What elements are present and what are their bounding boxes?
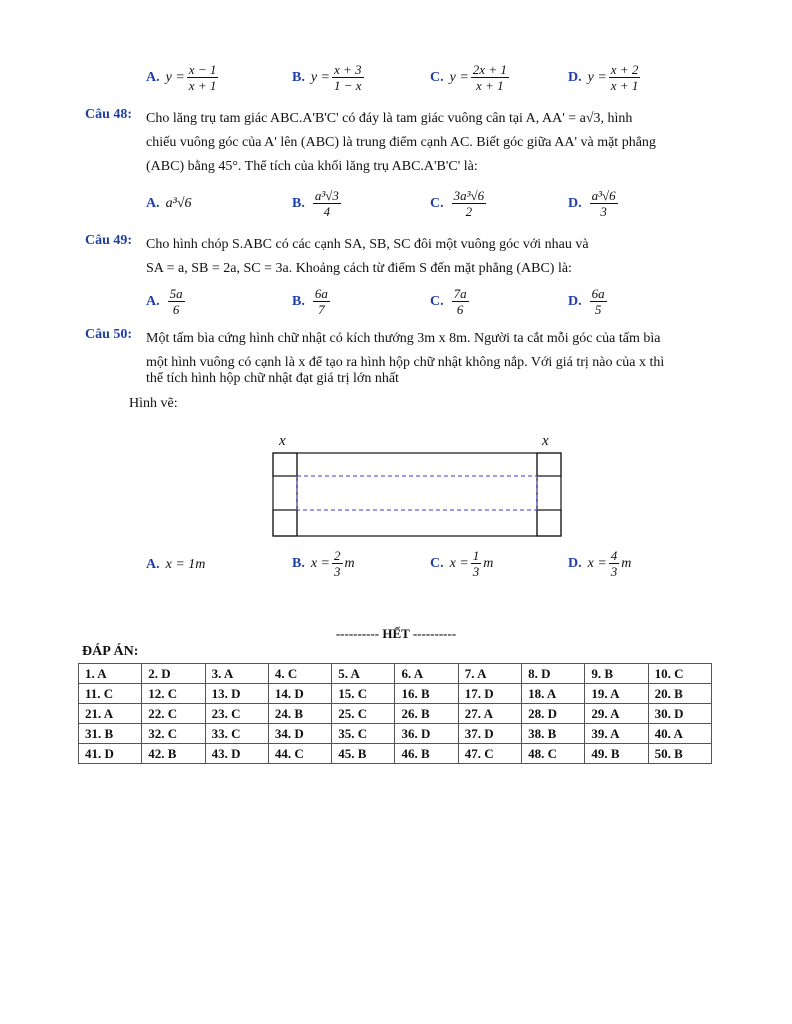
answer-cell: 39. A — [585, 724, 648, 744]
answer-table — [78, 663, 712, 764]
answer-cell: 48. C — [522, 744, 585, 764]
answer-cell: 47. C — [458, 744, 521, 764]
answer-cell: 34. D — [268, 724, 331, 744]
figure-x-right: x — [542, 433, 549, 449]
box-base-dashed — [297, 476, 537, 510]
corner-square-top-left — [273, 453, 297, 476]
answer-cell: 8. D — [522, 664, 585, 684]
question-49-line2: SA = a, SB = 2a, SC = 3a. Khoảng cách từ điểm S đến mặt phẳng (ABC) là: — [146, 261, 572, 276]
answer-cell: 36. D — [395, 724, 458, 744]
table-row — [79, 744, 712, 764]
question-48-line1: Cho lăng trụ tam giác ABC.A'B'C' có đáy là tam giác vuông cân tại A, AA' = a√3, hình — [146, 111, 633, 126]
q49-option-a: A. $\frac{5a}{6}$ — [146, 286, 183, 317]
q50-option-c: C. x = $\frac{1}{3}$ m — [430, 548, 494, 579]
corner-square-bottom-right — [537, 510, 561, 536]
answer-cell: 49. B — [585, 744, 648, 764]
answer-cell: 15. C — [332, 684, 395, 704]
answer-cell: 29. A — [585, 704, 648, 724]
q48-option-a: A. a³√6 — [146, 196, 192, 211]
answer-cell: 3. A — [205, 664, 268, 684]
fraction: $\frac{\text{a³√6}}{3}$ — [591, 188, 616, 219]
fraction: $\frac{5a}{6}$ — [169, 286, 183, 317]
answer-cell: 50. B — [648, 744, 711, 764]
q48-option-c: C. $\frac{\text{3a³√6}}{2}$ — [430, 188, 485, 219]
answer-cell: 21. A — [79, 704, 142, 724]
answer-cell: 43. D — [205, 744, 268, 764]
q49-option-b: B. $\frac{6a}{7}$ — [292, 286, 328, 317]
question-49-line1: Cho hình chóp S.ABC có các cạnh SA, SB, SC đôi một vuông góc với nhau và — [146, 237, 589, 252]
q50-option-d: D. x = $\frac{4}{3}$ m — [568, 548, 632, 579]
answer-cell: 45. B — [332, 744, 395, 764]
q48-option-b: B. $\frac{\text{a³√3}}{4}$ — [292, 188, 339, 219]
answer-cell: 37. D — [458, 724, 521, 744]
answer-cell: 40. A — [648, 724, 711, 744]
answer-cell: 24. B — [268, 704, 331, 724]
answer-cell: 17. D — [458, 684, 521, 704]
fraction: $\frac{\text{a³√3}}{4}$ — [314, 188, 339, 219]
answer-cell: 5. A — [332, 664, 395, 684]
answer-cell: 35. C — [332, 724, 395, 744]
corner-square-top-right — [537, 453, 561, 476]
answer-cell: 32. C — [142, 724, 205, 744]
answer-cell: 38. B — [522, 724, 585, 744]
q49-option-d: D. $\frac{6a}{5}$ — [568, 286, 605, 317]
q50-option-a: A. x = 1m — [146, 557, 206, 572]
answer-cell: 42. B — [142, 744, 205, 764]
fraction: $\frac{x + 3}{1 - x}$ — [334, 62, 362, 93]
end-marker: ---------- HẾT ---------- — [335, 626, 457, 641]
answer-cell: 22. C — [142, 704, 205, 724]
fraction: $\frac{6a}{7}$ — [314, 286, 328, 317]
answer-cell: 41. D — [79, 744, 142, 764]
q48-option-d: D. $\frac{\text{a³√6}}{3}$ — [568, 188, 616, 219]
answer-cell: 18. A — [522, 684, 585, 704]
question-48-line2: chiếu vuông góc của A' lên (ABC) là trung điểm cạnh AC. Biết góc giữa AA' và mặt phẳng — [146, 135, 656, 150]
answer-cell: 9. B — [585, 664, 648, 684]
answer-cell: 23. C — [205, 704, 268, 724]
answer-cell: 25. C — [332, 704, 395, 724]
q47-option-b: B. y = $\frac{x + 3}{1 - x}$ — [292, 62, 362, 93]
q49-option-c: C. $\frac{7a}{6}$ — [430, 286, 467, 317]
table-row — [79, 664, 712, 684]
q47-option-c: C. y = $\frac{2x + 1}{x + 1}$ — [430, 62, 507, 93]
table-row — [79, 704, 712, 724]
fraction: $\frac{x + 2}{x + 1}$ — [610, 62, 639, 93]
question-48-label: Câu 48: — [85, 107, 133, 122]
answer-cell: 44. C — [268, 744, 331, 764]
answer-cell: 4. C — [268, 664, 331, 684]
question-48-line3: (ABC) bằng 45°. Thể tích của khối lăng trụ ABC.A'B'C' là: — [146, 159, 478, 174]
corner-square-bottom-left — [273, 510, 297, 536]
answer-cell: 26. B — [395, 704, 458, 724]
fraction: $\frac{2x + 1}{x + 1}$ — [472, 62, 507, 93]
q50-option-b: B. x = $\frac{2}{3}$ m — [292, 548, 355, 579]
fraction: $\frac{4}{3}$ — [610, 548, 618, 579]
answer-cell: 2. D — [142, 664, 205, 684]
question-49-label: Câu 49: — [85, 233, 133, 248]
answer-cell: 10. C — [648, 664, 711, 684]
figure-caption: Hình vẽ: — [129, 396, 178, 411]
answer-cell: 33. C — [205, 724, 268, 744]
fraction: $\frac{\text{3a³√6}}{2}$ — [453, 188, 485, 219]
question-50-line3: thể tích hình hộp chữ nhật đạt giá trị lớn nhất — [146, 371, 399, 386]
answer-cell: 46. B — [395, 744, 458, 764]
sheet-outline — [273, 453, 561, 536]
fraction: $\frac{7a}{6}$ — [453, 286, 467, 317]
answer-cell: 19. A — [585, 684, 648, 704]
fraction: $\frac{1}{3}$ — [472, 548, 480, 579]
answers-title: ĐÁP ÁN: — [82, 644, 139, 659]
figure-x-left: x — [279, 433, 286, 449]
question-50-line1: Một tấm bìa cứng hình chữ nhật có kích thướng 3m x 8m. Người ta cắt mỗi góc của tấm bìa — [146, 331, 661, 346]
answer-cell: 30. D — [648, 704, 711, 724]
answer-cell: 27. A — [458, 704, 521, 724]
answer-cell: 7. A — [458, 664, 521, 684]
answer-cell: 20. B — [648, 684, 711, 704]
q47-option-a: A. y = $\frac{x - 1}{x + 1}$ — [146, 62, 217, 93]
table-row — [79, 724, 712, 744]
answer-cell: 11. C — [79, 684, 142, 704]
fraction: $\frac{x - 1}{x + 1}$ — [188, 62, 217, 93]
answer-cell: 12. C — [142, 684, 205, 704]
answer-cell: 14. D — [268, 684, 331, 704]
fraction: $\frac{2}{3}$ — [334, 548, 341, 579]
answer-cell: 31. B — [79, 724, 142, 744]
question-50-line2: một hình vuông có cạnh là x để tạo ra hình hộp chữ nhật không nắp. Với giá trị nào của x thì — [146, 355, 665, 370]
answer-cell: 28. D — [522, 704, 585, 724]
answer-cell: 16. B — [395, 684, 458, 704]
cardboard-figure — [270, 450, 564, 540]
q47-option-d: D. y = $\frac{x + 2}{x + 1}$ — [568, 62, 639, 93]
answer-cell: 13. D — [205, 684, 268, 704]
answer-cell: 6. A — [395, 664, 458, 684]
table-row — [79, 684, 712, 704]
question-50-label: Câu 50: — [85, 327, 133, 342]
answer-cell: 1. A — [79, 664, 142, 684]
fraction: $\frac{6a}{5}$ — [591, 286, 605, 317]
